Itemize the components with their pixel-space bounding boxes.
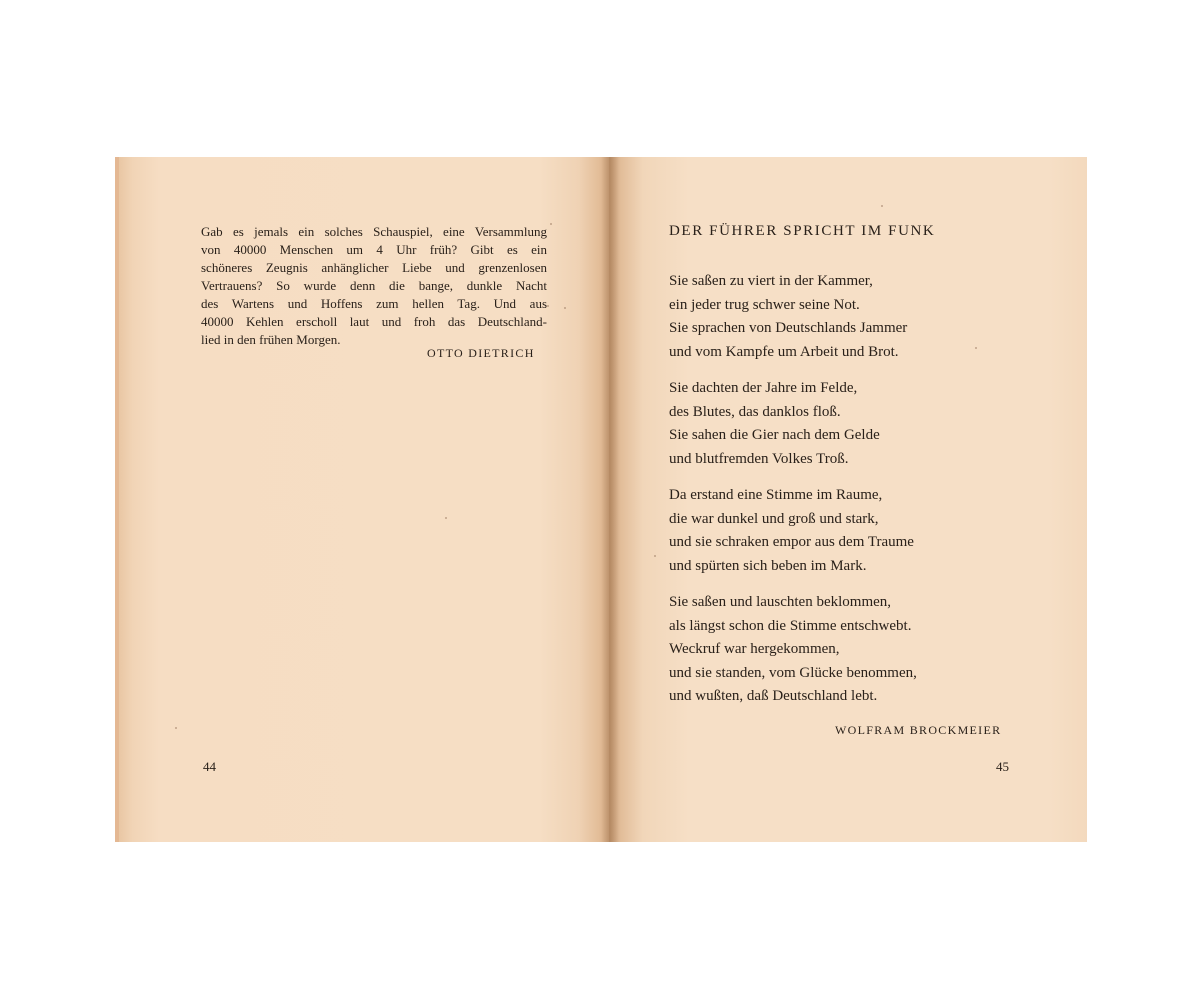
page-number-left: 44 bbox=[203, 759, 216, 774]
prose-paragraph bbox=[201, 223, 547, 349]
poem-title: DER FÜHRER SPRICHT IM FUNK bbox=[669, 223, 936, 239]
poem-line: Da erstand eine Stimme im Raume, bbox=[669, 487, 883, 503]
poem-line: und spürten sich beben im Mark. bbox=[669, 557, 867, 574]
page-number-right: 45 bbox=[996, 759, 1009, 774]
poem-author: WOLFRAM BROCKMEIER bbox=[835, 723, 1002, 737]
poem-line: des Blutes, das danklos floß. bbox=[669, 403, 841, 420]
poem-line: als längst schon die Stimme entschwebt. bbox=[669, 617, 912, 634]
prose-line: 40000 Kehlen erscholl laut und froh das Deutschland- bbox=[201, 314, 547, 329]
book-gutter bbox=[601, 157, 619, 842]
paper-speck bbox=[654, 555, 656, 557]
poem-line: Sie sahen die Gier nach dem Gelde bbox=[669, 427, 880, 443]
prose-line: von 40000 Menschen um 4 Uhr früh? Gibt es ein bbox=[201, 242, 547, 257]
poem-line: Sie saßen und lauschten beklommen, bbox=[669, 594, 892, 610]
poem-stanza bbox=[669, 377, 1049, 471]
prose-line: lied in den frühen Morgen. bbox=[201, 332, 341, 347]
poem-stanza bbox=[669, 484, 1049, 578]
prose-line: schöneres Zeugnis anhänglicher Liebe und grenzenlosen bbox=[201, 260, 547, 275]
paper-speck bbox=[445, 517, 447, 519]
poem-line: die war dunkel und groß und stark, bbox=[669, 510, 879, 527]
prose-author: OTTO DIETRICH bbox=[427, 346, 535, 360]
poem-stanza bbox=[669, 591, 1049, 709]
prose-line: des Wartens und Hoffens zum hellen Tag. Und aus bbox=[201, 296, 547, 311]
poem bbox=[669, 270, 1049, 722]
poem-line: Sie dachten der Jahre im Felde, bbox=[669, 380, 858, 396]
poem-line: Sie sprachen von Deutschlands Jammer bbox=[669, 320, 908, 336]
poem-line: und blutfremden Volkes Troß. bbox=[669, 450, 849, 467]
poem-line: und vom Kampfe um Arbeit und Brot. bbox=[669, 343, 899, 360]
prose-line: Vertrauens? So wurde denn die bange, dunkle Nacht bbox=[201, 278, 547, 293]
poem-line: Sie saßen zu viert in der Kammer, bbox=[669, 273, 873, 289]
paper-speck bbox=[564, 307, 566, 309]
paper-speck bbox=[975, 347, 977, 349]
paper-speck bbox=[550, 223, 552, 225]
poem-line: Weckruf war hergekommen, bbox=[669, 641, 840, 657]
paper-speck bbox=[175, 727, 177, 729]
poem-stanza bbox=[669, 270, 1049, 364]
poem-line: und sie schraken empor aus dem Traume bbox=[669, 534, 914, 550]
open-book bbox=[115, 157, 1087, 842]
prose-line: Gab es jemals ein solches Schauspiel, eine Versammlung bbox=[201, 224, 547, 239]
poem-line: und sie standen, vom Glücke benommen, bbox=[669, 664, 917, 681]
paper-speck bbox=[881, 205, 883, 207]
poem-line: ein jeder trug schwer seine Not. bbox=[669, 296, 860, 313]
poem-line: und wußten, daß Deutschland lebt. bbox=[669, 688, 878, 704]
paper-speck bbox=[547, 305, 549, 307]
